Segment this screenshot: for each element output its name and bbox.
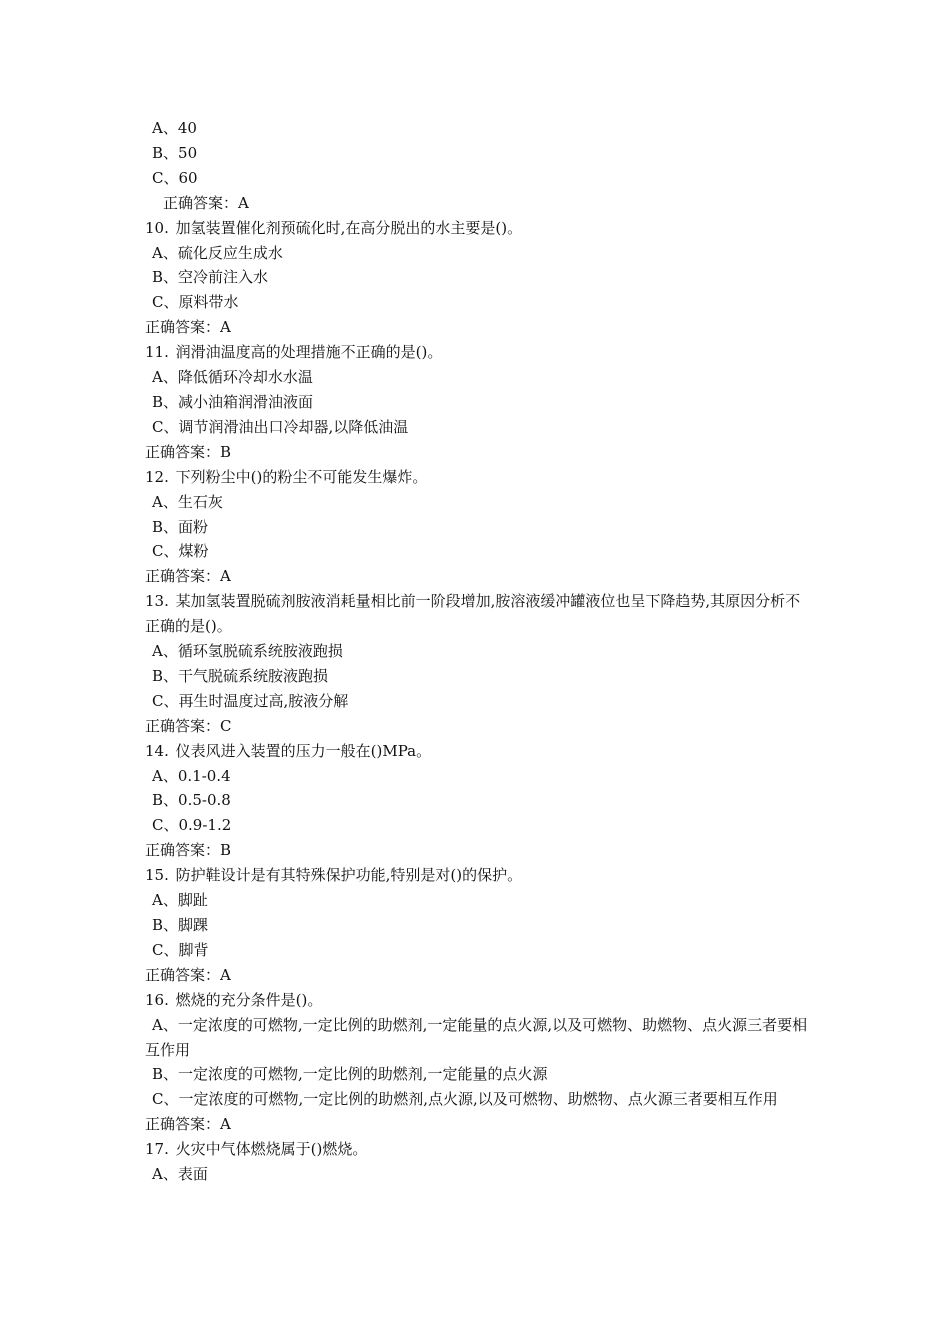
option-c: C、脚背 bbox=[152, 940, 209, 959]
question-number: 14. bbox=[145, 741, 169, 760]
option-a: A、降低循环冷却水水温 bbox=[152, 368, 313, 387]
question-number: 17. bbox=[145, 1140, 169, 1159]
option-a: A、硫化反应生成水 bbox=[152, 243, 283, 262]
option-a: A、40 bbox=[152, 119, 197, 137]
option-a: A、循环氢脱硫系统胺液跑损 bbox=[152, 642, 343, 661]
question-stem bbox=[145, 739, 815, 764]
question-text: 下列粉尘中()的粉尘不可能发生爆炸。 bbox=[175, 467, 428, 486]
option-b: B、一定浓度的可燃物,一定比例的助燃剂,一定能量的点火源 bbox=[152, 1065, 548, 1084]
question-number: 10. bbox=[145, 218, 169, 237]
answer-line: 正确答案：A bbox=[145, 1115, 231, 1134]
option-c: C、一定浓度的可燃物,一定比例的助燃剂,点火源,以及可燃物、助燃物、点火源三者要相互作用 bbox=[152, 1090, 778, 1109]
option-c: C、60 bbox=[152, 168, 198, 187]
option-b: B、干气脱硫系统胺液跑损 bbox=[152, 666, 329, 685]
option-c: C、煤粉 bbox=[152, 542, 209, 561]
question-number: 12. bbox=[145, 467, 169, 486]
question-text: 火灾中气体燃烧属于()燃烧。 bbox=[175, 1140, 368, 1159]
option-b: B、空冷前注入水 bbox=[152, 268, 269, 287]
question-17 bbox=[145, 1137, 815, 1187]
question-number: 13. bbox=[145, 592, 169, 611]
option-b: B、0.5-0.8 bbox=[152, 791, 231, 810]
option-b: B、50 bbox=[152, 143, 198, 162]
question-text: 燃烧的充分条件是()。 bbox=[175, 990, 323, 1009]
option-a: A、0.1-0.4 bbox=[152, 766, 231, 785]
answer-line: 正确答案：A bbox=[145, 965, 231, 984]
question-15 bbox=[145, 863, 815, 988]
question-stem bbox=[145, 988, 815, 1013]
question-text: 仪表风进入装置的压力一般在()MPa。 bbox=[175, 741, 432, 760]
option-b: B、面粉 bbox=[152, 517, 209, 536]
question-10 bbox=[145, 216, 815, 341]
option-b: B、减小油箱润滑油液面 bbox=[152, 392, 314, 411]
answer-line: 正确答案：A bbox=[163, 193, 249, 212]
question-stem bbox=[145, 340, 815, 365]
option-a: A、表面 bbox=[152, 1165, 208, 1184]
answer-line: 正确答案：B bbox=[145, 841, 232, 860]
question-12 bbox=[145, 465, 815, 590]
question-stem bbox=[145, 589, 815, 639]
question-text: 防护鞋设计是有其特殊保护功能,特别是对()的保护。 bbox=[175, 866, 523, 885]
question-number: 11. bbox=[145, 343, 169, 362]
document-page bbox=[145, 116, 815, 1187]
question-stem bbox=[145, 863, 815, 888]
carryover-block bbox=[145, 116, 815, 216]
question-number: 15. bbox=[145, 866, 169, 885]
question-text: 加氢装置催化剂预硫化时,在高分脱出的水主要是()。 bbox=[175, 218, 523, 237]
option-a: A、脚趾 bbox=[152, 891, 208, 910]
option-c: C、调节润滑油出口冷却器,以降低油温 bbox=[152, 417, 409, 436]
question-14 bbox=[145, 739, 815, 864]
answer-line: 正确答案：A bbox=[145, 318, 231, 337]
question-stem bbox=[145, 216, 815, 241]
question-text: 润滑油温度高的处理措施不正确的是()。 bbox=[175, 343, 443, 362]
question-16 bbox=[145, 988, 815, 1137]
option-c: C、0.9-1.2 bbox=[152, 816, 232, 835]
option-a: A、生石灰 bbox=[152, 492, 223, 511]
answer-line: 正确答案：C bbox=[145, 716, 232, 735]
question-number: 16. bbox=[145, 990, 169, 1009]
option-c: C、原料带水 bbox=[152, 293, 239, 312]
option-a: A、一定浓度的可燃物,一定比例的助燃剂,一定能量的点火源,以及可燃物、助燃物、点火源三者要相互作用 bbox=[145, 1015, 808, 1059]
answer-line: 正确答案：B bbox=[145, 442, 232, 461]
question-stem bbox=[145, 465, 815, 490]
question-13 bbox=[145, 589, 815, 738]
question-text: 某加氢装置脱硫剂胺液消耗量相比前一阶段增加,胺溶液缓冲罐液位也呈下降趋势,其原因分析不正确的是()。 bbox=[145, 592, 801, 636]
option-c: C、再生时温度过高,胺液分解 bbox=[152, 691, 349, 710]
option-b: B、脚踝 bbox=[152, 916, 209, 934]
question-stem bbox=[145, 1137, 815, 1162]
answer-line: 正确答案：A bbox=[145, 567, 231, 586]
question-11 bbox=[145, 340, 815, 465]
